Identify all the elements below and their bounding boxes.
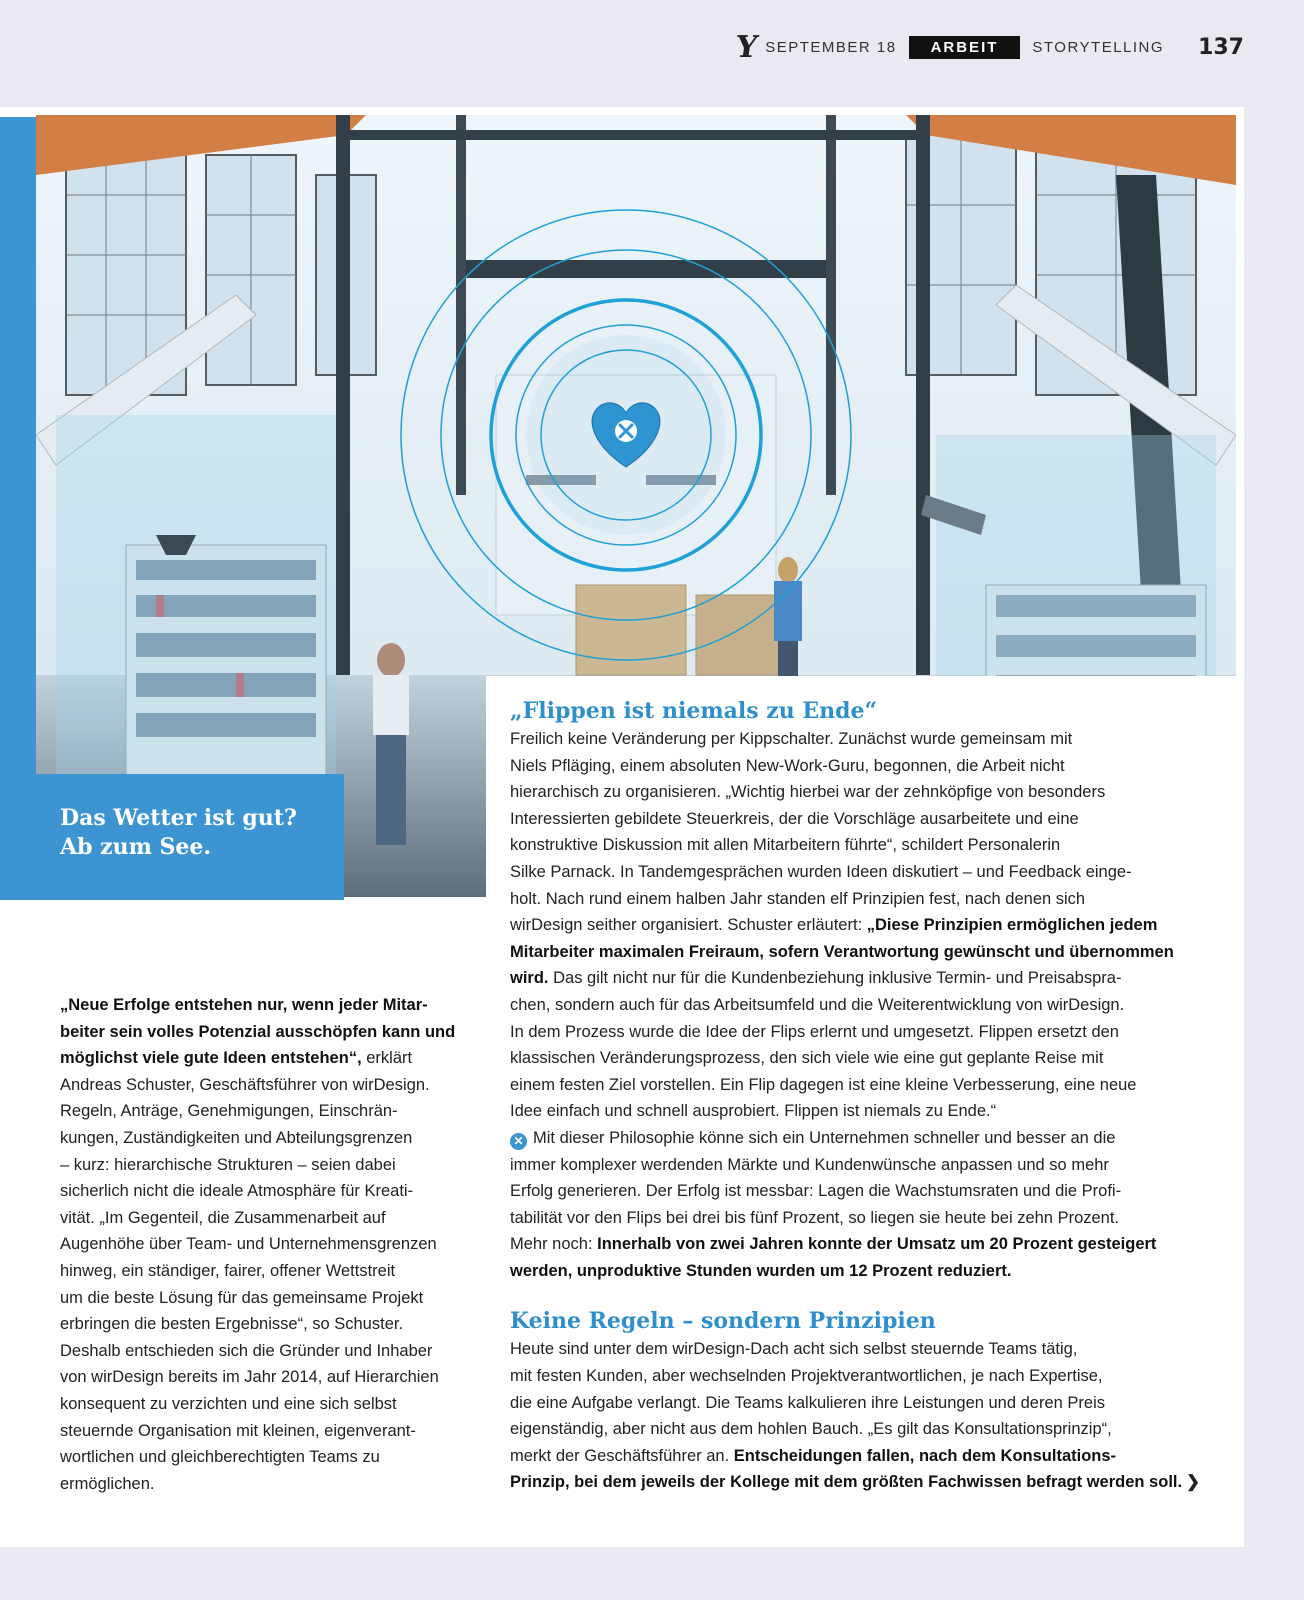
body-line: hierarchisch zu organisieren. „Wichtig hierbei war der zehnköpfige von besonders <box>510 783 1106 802</box>
body-line: einem festen Ziel vorstellen. Ein Flip dagegen ist eine kleine Verbesserung, eine neue <box>510 1075 1137 1094</box>
caption-line: Ab zum See. <box>60 834 212 860</box>
body-line: ermöglichen. <box>60 1474 155 1493</box>
quote-tail: erklärt <box>361 1049 413 1068</box>
body-line: chen, sondern auch für das Arbeitsumfeld und die Weiterentwicklung von wirDesign. <box>510 995 1125 1014</box>
body-line: Niels Pfläging, einem absoluten New-Work-Guru, begonnen, die Arbeit nicht <box>510 756 1065 775</box>
body-line: um die beste Lösung für das gemeinsame Projekt <box>60 1288 424 1307</box>
body-line: sicherlich nicht die ideale Atmosphäre für Kreati- <box>60 1182 414 1201</box>
body-line: eigenständig, aber nicht aus dem hohlen Bauch. „Es gilt das Konsultationsprinzip“, <box>510 1420 1112 1439</box>
body-line: erbringen die besten Ergebnisse“, so Schuster. <box>60 1315 404 1334</box>
body-text: Mit dieser Philosophie könne sich ein Unternehmen schneller und besser an die <box>533 1128 1116 1147</box>
quote-line: möglichst viele gute Ideen entstehen“, <box>60 1049 362 1068</box>
body-line: Erfolg generieren. Der Erfolg ist messbar: Lagen die Wachstumsraten und die Profi- <box>510 1182 1122 1201</box>
highlight-line: werden, unproduktive Stunden wurden um 12 Prozent reduziert. <box>510 1261 1012 1280</box>
left-column <box>60 992 465 1497</box>
body-line: steuernde Organisation mit kleinen, eigenverant- <box>60 1421 416 1440</box>
body-line: Deshalb entschieden sich die Gründer und Inhaber <box>60 1341 433 1360</box>
quote-line: beiter sein volles Potenzial ausschöpfen kann und <box>60 1022 456 1041</box>
body-line: kungen, Zuständigkeiten und Abteilungsgrenzen <box>60 1128 413 1147</box>
body-text: merkt der Geschäftsführer an. <box>510 1446 734 1465</box>
highlight-text: Innerhalb von zwei Jahren konnte der Umsatz um 20 Prozent gesteigert <box>597 1235 1157 1254</box>
body-line-mixed <box>510 912 1210 939</box>
body-line: In dem Prozess wurde die Idee der Flips erlernt und umgesetzt. Flippen ersetzt den <box>510 1022 1119 1041</box>
body-line: wortlichen und gleichberechtigten Teams zu <box>60 1448 380 1467</box>
quote-line-with-tail <box>60 1045 465 1072</box>
body-line: Freilich keine Veränderung per Kippschalter. Zunächst wurde gemeinsam mit <box>510 730 1073 748</box>
highlight-text: „Diese Prinzipien ermöglichen jedem <box>866 916 1158 935</box>
right-column <box>510 696 1210 1496</box>
body-line-with-icon <box>510 1125 1210 1152</box>
highlight-text: wird. <box>510 969 549 988</box>
body-text: Das gilt nicht nur für die Kundenbeziehung inklusive Termin- und Preisabspra- <box>548 969 1122 988</box>
body-line-mixed <box>510 1443 1210 1470</box>
body-line-mixed <box>510 1231 1210 1258</box>
magazine-logo: Y <box>733 29 760 65</box>
section-label: ARBEIT <box>909 36 1021 59</box>
photo-caption <box>60 804 330 862</box>
body-line: Idee einfach und schnell ausprobiert. Flippen ist niemals zu Ende.“ <box>510 1102 997 1121</box>
body-text: Mehr noch: <box>510 1235 598 1254</box>
body-line: mit festen Kunden, aber wechselnden Projektverantwortlichen, je nach Expertise, <box>510 1367 1103 1386</box>
body-line: tabilität vor den Flips bei drei bis fünf Prozent, so liegen sie heute bei zehn Prozent. <box>510 1208 1120 1227</box>
topic-label: STORYTELLING <box>1032 38 1165 56</box>
body-line: konstruktive Diskussion mit allen Mitarbeitern führte“, schildert Personalerin <box>510 836 1061 855</box>
body-line: hinweg, ein ständiger, fairer, offener Wettstreit <box>60 1261 396 1280</box>
body-line: konsequent zu verzichten und eine sich selbst <box>60 1394 397 1413</box>
body-line: Heute sind unter dem wirDesign-Dach acht sich selbst steuernde Teams tätig, <box>510 1340 1078 1359</box>
body-line-mixed <box>510 965 1210 992</box>
highlight-text: Prinzip, bei dem jeweils der Kollege mit dem größten Fachwissen befragt werden soll. <box>510 1473 1183 1492</box>
body-text: wirDesign seither organisiert. Schuster erläutert: <box>510 916 867 935</box>
body-line: Interessierten gebildete Steuerkreis, der die Vorschläge ausarbeitete und eine <box>510 809 1079 828</box>
highlight-text: Entscheidungen fallen, nach dem Konsultations- <box>733 1446 1117 1465</box>
body-line: Andreas Schuster, Geschäftsführer von wirDesign. <box>60 1075 430 1094</box>
body-line: Augenhöhe über Team- und Unternehmensgrenzen <box>60 1235 437 1254</box>
x-circle-icon: ✕ <box>510 1133 527 1150</box>
caption-line: Das Wetter ist gut? <box>60 805 297 831</box>
section-heading-flippen: „Flippen ist niemals zu Ende“ <box>510 698 878 724</box>
issue-date: SEPTEMBER 18 <box>765 38 897 56</box>
quote-line: „Neue Erfolge entstehen nur, wenn jeder Mitar- <box>60 996 428 1014</box>
chevron-right-icon: ❯ <box>1186 1473 1200 1492</box>
body-line: von wirDesign bereits im Jahr 2014, auf Hierarchien <box>60 1368 439 1387</box>
highlight-line: Mitarbeiter maximalen Freiraum, sofern Verantwortung gewünscht und übernommen <box>510 942 1174 961</box>
body-line: immer komplexer werdenden Märkte und Kundenwünsche anpassen und so mehr <box>510 1155 1109 1174</box>
page-number: 137 <box>1198 34 1244 60</box>
body-line: holt. Nach rund einem halben Jahr standen elf Prinzipien fest, nach denen sich <box>510 889 1086 908</box>
body-line: Regeln, Anträge, Genehmigungen, Einschrän- <box>60 1102 398 1121</box>
body-line-mixed <box>510 1469 1210 1496</box>
section-heading-prinzipien: Keine Regeln – sondern Prinzipien <box>510 1308 936 1335</box>
body-line: Silke Parnack. In Tandemgesprächen wurden Ideen diskutiert – und Feedback einge- <box>510 862 1132 881</box>
body-line: die eine Aufgabe verlangt. Die Teams kalkulieren ihre Leistungen und deren Preis <box>510 1393 1105 1412</box>
page-header <box>733 29 1244 65</box>
body-line: – kurz: hierarchische Strukturen – seien dabei <box>60 1155 396 1174</box>
body-line: klassischen Veränderungsprozess, den sich viele wie eine gut geplante Reise mit <box>510 1049 1104 1068</box>
body-line: vität. „Im Gegenteil, die Zusammenarbeit auf <box>60 1208 386 1227</box>
